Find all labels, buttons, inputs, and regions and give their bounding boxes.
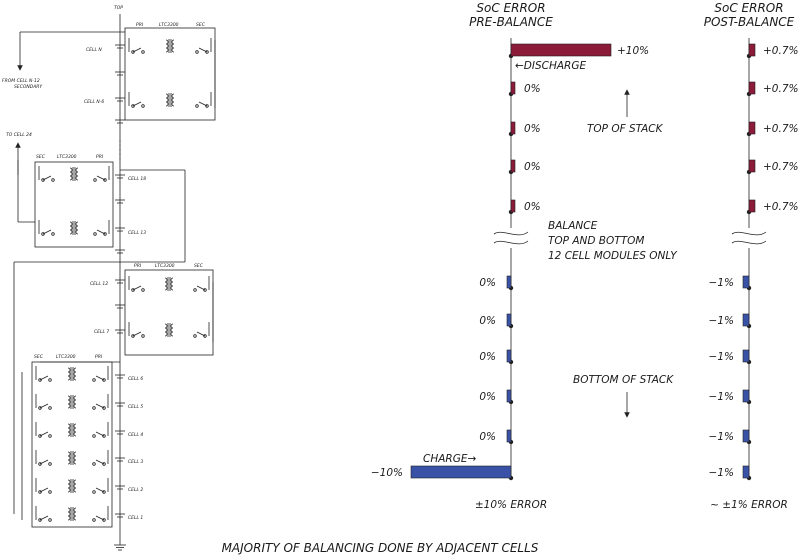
coil (171, 286, 173, 290)
coil (68, 432, 70, 436)
soc-bar (743, 350, 749, 362)
coil (165, 282, 167, 286)
post-footer: ~ ±1% ERROR (710, 499, 788, 511)
soc-bar (507, 314, 511, 326)
balance-label-1: BALANCE (548, 220, 598, 232)
cell-label-12: CELL 12 (90, 282, 109, 287)
transformer (68, 423, 76, 437)
cell-label-2: CELL 2 (128, 488, 144, 493)
ic-label: LTC3300 (155, 264, 175, 269)
coil (166, 94, 168, 98)
coil (74, 404, 76, 408)
soc-value-label: +0.7% (763, 201, 799, 213)
transformer (68, 507, 76, 521)
soc-value-label: −1% (708, 277, 734, 289)
switch (39, 404, 52, 409)
cell-label-n-6: CELL N-6 (84, 100, 105, 105)
pre-footer: ±10% ERROR (474, 499, 548, 511)
ic-label: LTC3300 (159, 23, 179, 28)
switch (39, 432, 52, 437)
coil (68, 508, 70, 512)
soc-bar (749, 44, 755, 56)
coil (68, 452, 70, 456)
switch (39, 516, 52, 521)
pri-label: PRI (136, 23, 144, 28)
coil (68, 484, 70, 488)
switch (94, 230, 107, 235)
soc-bar (507, 350, 511, 362)
soc-value-label: 0% (479, 277, 496, 289)
soc-bar (749, 122, 755, 134)
switch (194, 332, 207, 337)
coil (74, 508, 76, 512)
soc-value-label: +10% (617, 45, 650, 57)
coil (70, 172, 72, 176)
cell-label-18: CELL 18 (128, 177, 147, 182)
coil (76, 176, 78, 180)
figure-caption: MAJORITY OF BALANCING DONE BY ADJACENT CELLS (221, 541, 539, 555)
switch (132, 286, 145, 291)
coil (74, 488, 76, 492)
coil (171, 332, 173, 336)
soc-value-label: 0% (479, 351, 496, 363)
switch (93, 404, 106, 409)
coil (74, 456, 76, 460)
switch (42, 230, 55, 235)
charge-label: CHARGE→ (423, 453, 477, 465)
sec-label: SEC (196, 23, 205, 28)
coil (68, 404, 70, 408)
coil (74, 452, 76, 456)
coil (165, 332, 167, 336)
soc-bar (743, 276, 749, 288)
post-balance-panel (704, 1, 799, 511)
coil (76, 230, 78, 234)
soc-bar (749, 82, 755, 94)
pri-label: PRI (95, 355, 103, 360)
soc-value-label: +0.7% (763, 161, 799, 173)
soc-value-label: +0.7% (763, 123, 799, 135)
soc-bar (743, 314, 749, 326)
coil (70, 222, 72, 226)
soc-bar (511, 44, 611, 56)
coil (172, 40, 174, 44)
switch (39, 460, 52, 465)
soc-value-label: 0% (524, 83, 541, 95)
coil (70, 168, 72, 172)
switch (93, 432, 106, 437)
post-title-2: POST-BALANCE (703, 15, 795, 29)
coil (74, 396, 76, 400)
to-cell-label: TO CELL 24 (6, 133, 32, 138)
balance-label-3: 12 CELL MODULES ONLY (548, 250, 677, 262)
switch (132, 102, 145, 107)
coil (172, 98, 174, 102)
coil (74, 480, 76, 484)
coil (68, 396, 70, 400)
coil (74, 512, 76, 516)
coil (172, 94, 174, 98)
switch (93, 488, 106, 493)
soc-value-label: 0% (524, 201, 541, 213)
cell-label-13: CELL 13 (128, 231, 147, 236)
pri-label: PRI (134, 264, 142, 269)
coil (172, 102, 174, 106)
soc-value-label: −1% (708, 315, 734, 327)
switch (194, 286, 207, 291)
switch (196, 102, 209, 107)
switch (132, 332, 145, 337)
switch (39, 488, 52, 493)
coil (171, 278, 173, 282)
transformer (165, 323, 173, 337)
soc-bar (743, 430, 749, 442)
soc-bar (511, 82, 515, 94)
battery-stack-schematic (2, 5, 215, 550)
coil (171, 324, 173, 328)
soc-bar (749, 200, 755, 212)
coil (171, 328, 173, 332)
coil (74, 484, 76, 488)
coil (76, 172, 78, 176)
sec-label: SEC (194, 264, 203, 269)
cell-label-1: CELL 1 (128, 516, 144, 521)
soc-value-label: 0% (524, 123, 541, 135)
transformer (166, 93, 174, 107)
coil (68, 512, 70, 516)
module-top (20, 22, 215, 120)
cell-label-4: CELL 4 (128, 433, 144, 438)
coil (76, 226, 78, 230)
transformer (166, 39, 174, 53)
switch (196, 48, 209, 53)
break-symbol (732, 232, 766, 244)
coil (74, 460, 76, 464)
coil (166, 98, 168, 102)
module-cells-13-18 (18, 145, 185, 262)
coil (70, 176, 72, 180)
from-cell-label-2: SECONDARY (14, 85, 43, 90)
coil (74, 428, 76, 432)
discharge-label: ←DISCHARGE (515, 60, 587, 72)
pre-title-2: PRE-BALANCE (469, 15, 553, 29)
soc-bar (507, 430, 511, 442)
coil (165, 324, 167, 328)
coil (166, 48, 168, 52)
ic-label: LTC3300 (56, 355, 76, 360)
soc-value-label: +0.7% (763, 45, 799, 57)
sec-label: SEC (36, 155, 45, 160)
coil (68, 488, 70, 492)
coil (74, 368, 76, 372)
coil (165, 328, 167, 332)
transformer (68, 367, 76, 381)
transformer (68, 395, 76, 409)
pri-label: PRI (96, 155, 104, 160)
coil (68, 428, 70, 432)
soc-bar (743, 466, 749, 478)
coil (76, 168, 78, 172)
coil (74, 372, 76, 376)
switch (39, 376, 52, 381)
transformer (68, 451, 76, 465)
soc-bar (743, 390, 749, 402)
cell-label-7: CELL 7 (94, 330, 110, 335)
soc-bar (511, 160, 515, 172)
coil (74, 400, 76, 404)
transformer (165, 277, 173, 291)
ic-label: LTC3300 (57, 155, 77, 160)
coil (68, 372, 70, 376)
cell-label-5: CELL 5 (128, 405, 144, 410)
soc-bar (511, 200, 515, 212)
cell-label-n: CELL N (86, 48, 102, 53)
coil (165, 278, 167, 282)
coil (70, 230, 72, 234)
pre-bars (371, 44, 649, 480)
coil (68, 516, 70, 520)
coil (74, 516, 76, 520)
break-symbol (494, 232, 528, 244)
post-bars (709, 44, 799, 480)
soc-bar (507, 390, 511, 402)
soc-bar (749, 160, 755, 172)
coil (171, 282, 173, 286)
soc-bar (411, 466, 511, 478)
transformer (70, 221, 78, 235)
coil (68, 424, 70, 428)
cell-label-3: CELL 3 (128, 460, 144, 465)
soc-value-label: −1% (708, 351, 734, 363)
switch (42, 176, 55, 181)
soc-value-label: −1% (708, 431, 734, 443)
coil (68, 480, 70, 484)
switch (93, 516, 106, 521)
coil (68, 400, 70, 404)
from-cell-label: FROM CELL N-12 (2, 79, 40, 84)
coil (70, 226, 72, 230)
switch (94, 176, 107, 181)
coil (165, 286, 167, 290)
coil (68, 376, 70, 380)
coil (76, 222, 78, 226)
soc-value-label: 0% (479, 391, 496, 403)
module-cells-7-12 (14, 262, 213, 514)
bottom-of-stack-label: BOTTOM OF STACK (573, 374, 674, 386)
sec-label: SEC (34, 355, 43, 360)
switch (132, 48, 145, 53)
pre-title-1: SoC ERROR (476, 1, 546, 15)
cell-label-6: CELL 6 (128, 377, 144, 382)
soc-value-label: 0% (479, 431, 496, 443)
coil (166, 40, 168, 44)
transformer (68, 479, 76, 493)
soc-value-label: 0% (524, 161, 541, 173)
switch (93, 376, 106, 381)
coil (68, 368, 70, 372)
soc-value-label: −1% (708, 391, 734, 403)
annotations (548, 92, 678, 415)
coil (74, 432, 76, 436)
coil (74, 376, 76, 380)
ground-symbol (114, 545, 126, 550)
top-label: TOP (114, 6, 124, 11)
top-of-stack-label: TOP OF STACK (587, 123, 663, 135)
balance-label-2: TOP AND BOTTOM (548, 235, 645, 247)
soc-value-label: −1% (708, 467, 734, 479)
switch (93, 460, 106, 465)
soc-bar (507, 276, 511, 288)
coil (172, 48, 174, 52)
coil (68, 456, 70, 460)
post-title-1: SoC ERROR (714, 1, 784, 15)
coil (166, 44, 168, 48)
soc-value-label: −10% (370, 467, 403, 479)
coil (166, 102, 168, 106)
soc-value-label: +0.7% (763, 83, 799, 95)
coil (74, 424, 76, 428)
transformer (70, 167, 78, 181)
coil (68, 460, 70, 464)
coil (172, 44, 174, 48)
soc-bar (511, 122, 515, 134)
soc-value-label: 0% (479, 315, 496, 327)
